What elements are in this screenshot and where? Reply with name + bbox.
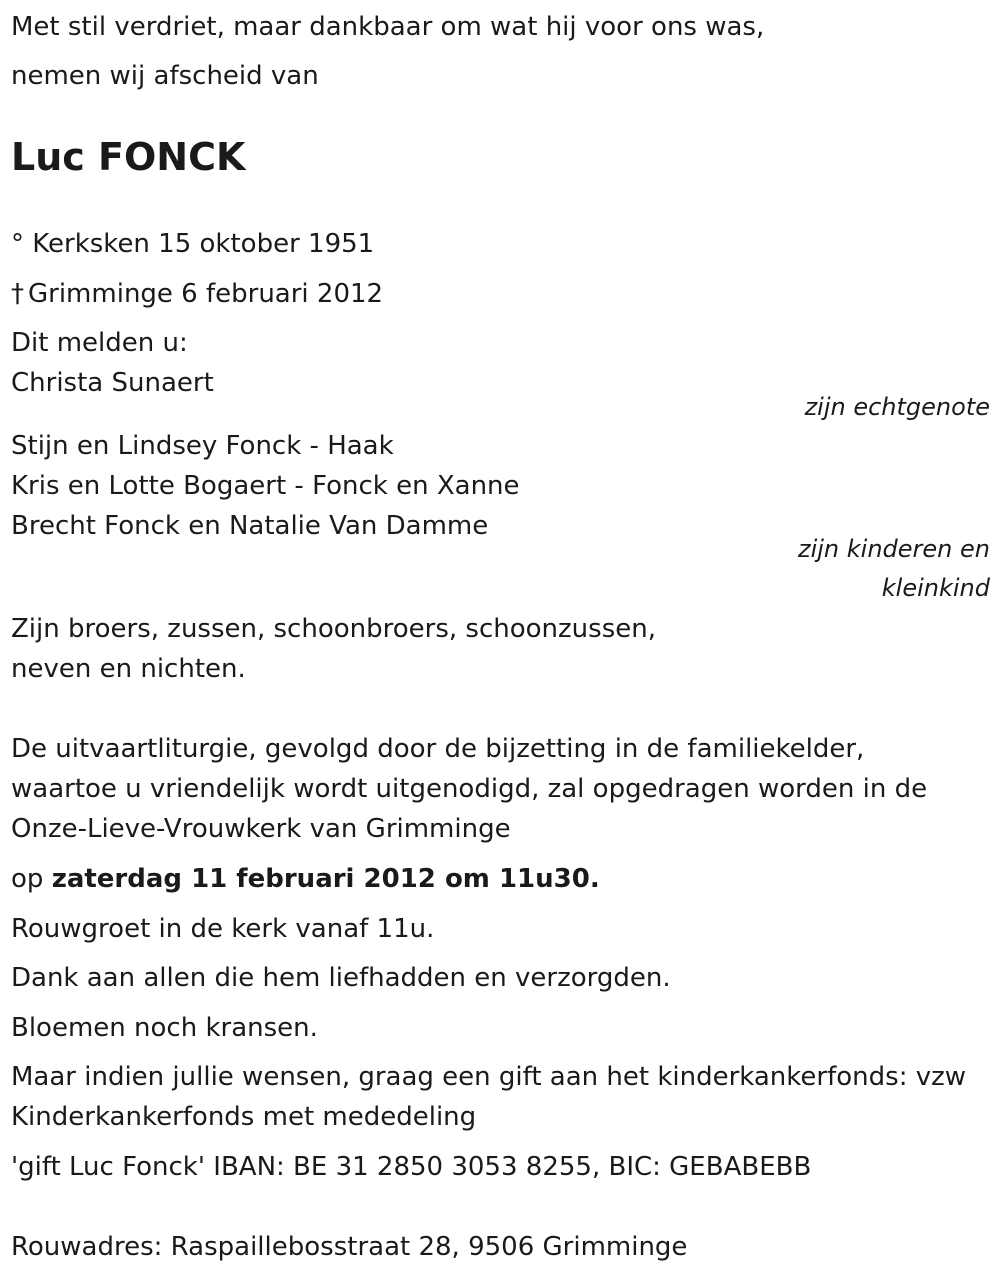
death-info: Grimminge 6 februari 2012	[28, 279, 384, 309]
gift-line-3: 'gift Luc Fonck' IBAN: BE 31 2850 3053 8255, BIC: GEBABEBB	[11, 1152, 812, 1182]
ceremony-line-3: Onze-Lieve-Vrouwkerk van Grimminge	[11, 814, 511, 844]
child-2: Kris en Lotte Bogaert - Fonck en Xanne	[11, 471, 520, 501]
ceremony-line-2: waartoe u vriendelijk wordt uitgenodigd, zal opgedragen worden in de	[11, 774, 928, 804]
intro-line-2: nemen wij afscheid van	[11, 61, 319, 91]
announcers-heading: Dit melden u:	[11, 328, 188, 358]
child-1: Stijn en Lindsey Fonck - Haak	[11, 431, 394, 461]
child-3: Brecht Fonck en Natalie Van Damme	[11, 511, 489, 541]
birth-line	[11, 231, 374, 257]
date-prefix: op	[11, 864, 44, 894]
death-line	[11, 281, 383, 307]
birth-info: Kerksken 15 oktober 1951	[32, 229, 375, 259]
children-role-1: zijn kinderen en	[798, 535, 990, 563]
gift-line-2: Kinderkankerfonds met mededeling	[11, 1102, 477, 1132]
greeting-line: Rouwgroet in de kerk vanaf 11u.	[11, 914, 435, 944]
relatives-line-2: neven en nichten.	[11, 654, 246, 684]
children-role-2: kleinkind	[881, 574, 990, 602]
gift-line-1: Maar indien jullie wensen, graag een gift aan het kinderkankerfonds: vzw	[11, 1062, 967, 1092]
cross-icon: †	[11, 279, 24, 309]
deceased-name: Luc FONCK	[11, 135, 246, 179]
spouse-role: zijn echtgenote	[804, 393, 990, 421]
birth-symbol: °	[11, 229, 24, 259]
intro-line-1: Met stil verdriet, maar dankbaar om wat hij voor ons was,	[11, 12, 765, 42]
mourning-address: Rouwadres: Raspaillebosstraat 28, 9506 Grimminge	[11, 1232, 688, 1262]
relatives-line-1: Zijn broers, zussen, schoonbroers, schoonzussen,	[11, 614, 656, 644]
spouse-name: Christa Sunaert	[11, 368, 214, 398]
ceremony-date	[11, 866, 600, 892]
date-bold: zaterdag 11 februari 2012 om 11u30.	[51, 864, 600, 894]
flowers-line: Bloemen noch kransen.	[11, 1013, 318, 1043]
thanks-line: Dank aan allen die hem liefhadden en verzorgden.	[11, 963, 671, 993]
ceremony-line-1: De uitvaartliturgie, gevolgd door de bijzetting in de familiekelder,	[11, 734, 865, 764]
